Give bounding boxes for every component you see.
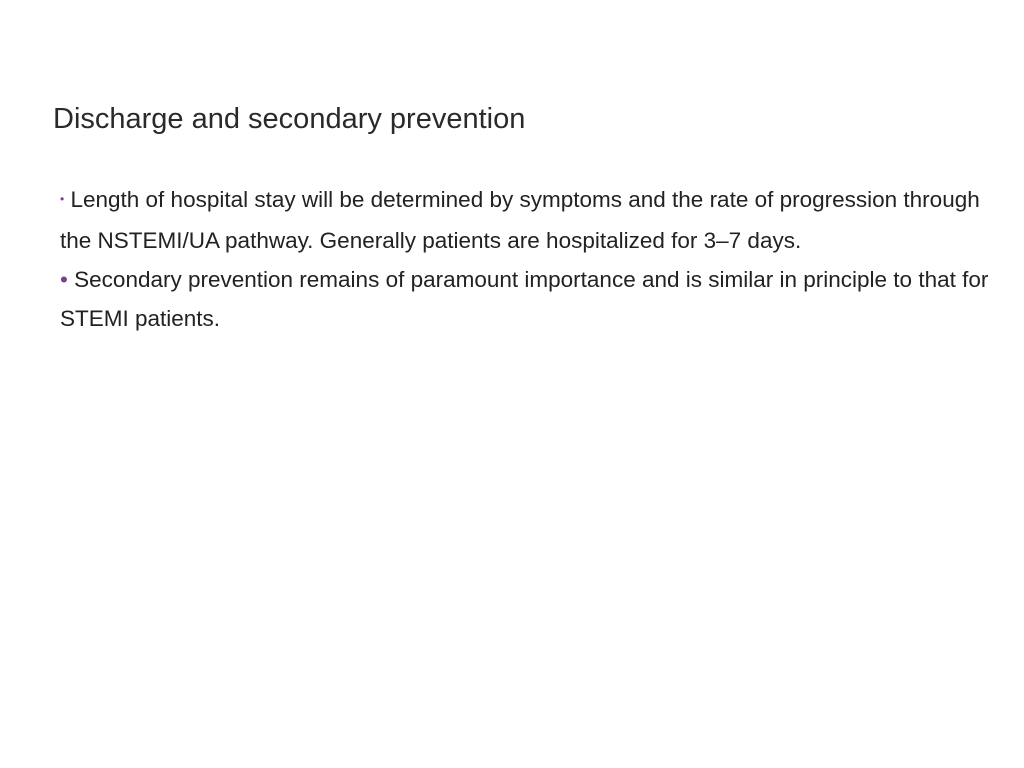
bullet-item-2: [60, 260, 1005, 338]
slide-body: [60, 180, 1005, 338]
bullet-marker: •: [60, 266, 68, 292]
bullet-marker: •: [60, 191, 65, 206]
bullet-text: Secondary prevention remains of paramount importance and is similar in principle to that for STEMI patients.: [60, 266, 989, 331]
bullet-text: Length of hospital stay will be determined by symptoms and the rate of progression through the NSTEMI/UA pathway. Generally patients are hospitalized for 3–7 days.: [60, 187, 980, 253]
slide-title: Discharge and secondary prevention: [53, 103, 526, 135]
bullet-item-1: [60, 180, 1005, 260]
